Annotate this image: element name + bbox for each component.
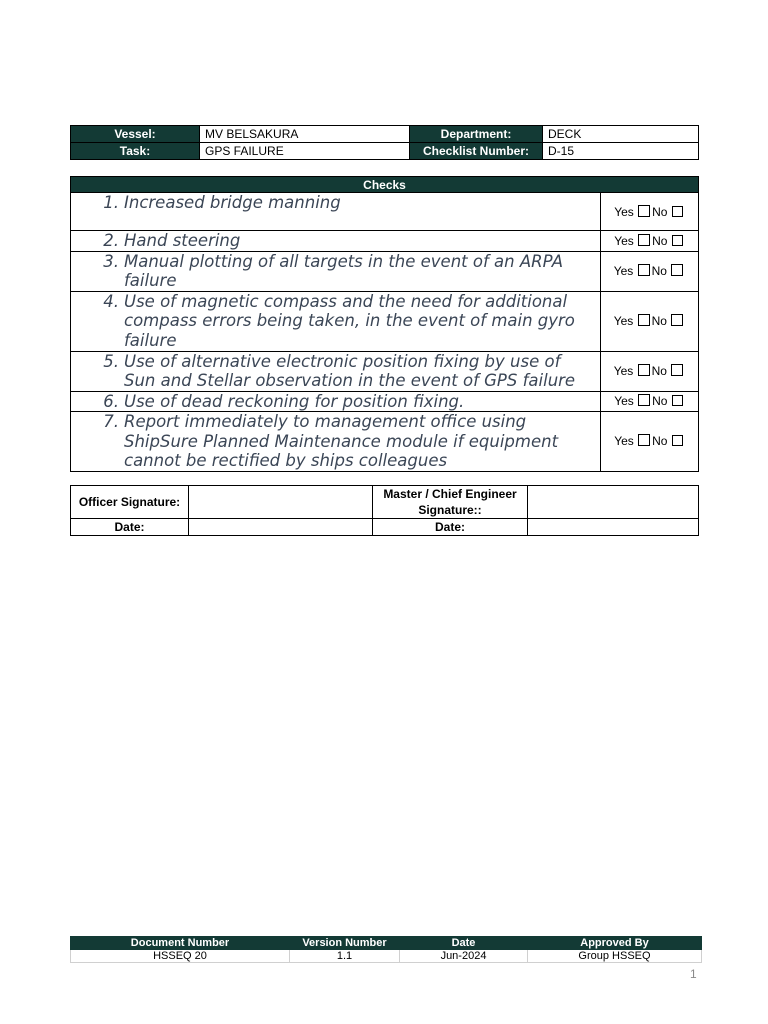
yes-label: Yes: [614, 434, 634, 449]
check-item: [71, 251, 699, 291]
check-text: Report immediately to management office using ShipSure Planned Maintenance module if equipment cannot be rectified by ships colleagues: [124, 412, 559, 470]
no-label: No: [652, 394, 668, 409]
yes-no-cell: [601, 251, 699, 291]
check-item: [71, 291, 699, 351]
check-item: [71, 351, 699, 391]
check-item: [71, 231, 699, 252]
check-text: Use of alternative electronic position fixing by use of Sun and Stellar observation in the event of GPS failure: [124, 351, 576, 390]
no-label: No: [651, 364, 667, 378]
check-text: Use of dead reckoning for position fixing.: [124, 391, 465, 411]
yes-label: Yes: [614, 233, 634, 248]
check-item: [71, 391, 699, 412]
check-text: Increased bridge manning: [124, 193, 341, 212]
yes-no-cell: [601, 412, 699, 472]
check-number: 2.: [103, 231, 119, 250]
vessel-label: Vessel:: [71, 126, 200, 143]
task-label: Task:: [71, 143, 200, 160]
no-checkbox[interactable]: [672, 395, 683, 406]
task-row: [71, 143, 699, 160]
check-item: [71, 193, 699, 231]
yes-checkbox[interactable]: [638, 205, 650, 217]
check-text: Hand steering: [124, 231, 241, 250]
approved-by-value: Group HSSEQ: [528, 950, 702, 963]
checklist-number-value: D-15: [543, 143, 699, 160]
yes-no-cell: [601, 291, 699, 351]
officer-date-field[interactable]: [189, 519, 373, 536]
no-checkbox[interactable]: [672, 206, 683, 217]
yes-label: Yes: [613, 364, 634, 378]
yes-label: Yes: [613, 314, 634, 328]
no-checkbox[interactable]: [672, 435, 683, 446]
yes-checkbox[interactable]: [638, 394, 650, 406]
version-number-header: Version Number: [290, 937, 400, 950]
no-label: No: [651, 264, 667, 278]
vessel-row: [71, 126, 699, 143]
yes-no-cell: [601, 193, 699, 231]
no-checkbox[interactable]: [671, 264, 683, 276]
document-number-header: Document Number: [71, 937, 290, 950]
department-label: Department:: [410, 126, 543, 143]
check-number: 7.: [103, 412, 119, 431]
yes-label: Yes: [614, 394, 634, 409]
checks-header: Checks: [71, 177, 699, 193]
check-text: Manual plotting of all targets in the event of an ARPA failure: [124, 251, 564, 290]
vessel-info-table: [70, 125, 699, 160]
checklist-number-label: Checklist Number:: [410, 143, 543, 160]
no-checkbox[interactable]: [671, 364, 683, 376]
date-value: Jun-2024: [400, 950, 528, 963]
check-number: 3.: [103, 251, 119, 271]
signature-table: [70, 485, 699, 536]
task-value: GPS FAILURE: [200, 143, 410, 160]
date-header: Date: [400, 937, 528, 950]
check-number: 1.: [103, 193, 119, 212]
no-label: No: [652, 434, 668, 449]
yes-checkbox[interactable]: [638, 264, 650, 276]
yes-checkbox[interactable]: [638, 364, 650, 376]
master-date-field[interactable]: [528, 519, 699, 536]
officer-signature-field[interactable]: [189, 486, 373, 519]
master-signature-label: Master / Chief Engineer Signature::: [373, 486, 528, 519]
master-date-label: Date:: [373, 519, 528, 536]
checks-table: [70, 176, 699, 472]
yes-checkbox[interactable]: [638, 234, 650, 246]
master-signature-field[interactable]: [528, 486, 699, 519]
check-number: 6.: [103, 391, 119, 411]
version-number-value: 1.1: [290, 950, 400, 963]
document-number-value: HSSEQ 20: [71, 950, 290, 963]
check-item: [71, 412, 699, 472]
no-label: No: [652, 233, 668, 248]
document-control-table: [70, 936, 702, 963]
no-checkbox[interactable]: [672, 235, 683, 246]
check-number: 5.: [103, 351, 119, 371]
department-value: DECK: [543, 126, 699, 143]
no-label: No: [651, 314, 667, 328]
officer-date-label: Date:: [71, 519, 189, 536]
yes-label: Yes: [613, 264, 634, 278]
approved-by-header: Approved By: [528, 937, 702, 950]
yes-checkbox[interactable]: [638, 434, 650, 446]
no-checkbox[interactable]: [671, 314, 683, 326]
yes-label: Yes: [614, 204, 634, 219]
vessel-value: MV BELSAKURA: [200, 126, 410, 143]
no-label: No: [652, 204, 668, 219]
yes-no-cell: [601, 231, 699, 252]
check-number: 4.: [103, 291, 119, 311]
check-text: Use of magnetic compass and the need for additional compass errors being taken, in the event of main gyro failure: [124, 291, 575, 350]
yes-no-cell: [601, 391, 699, 412]
officer-signature-label: Officer Signature:: [71, 486, 189, 519]
page-number: 1: [690, 967, 697, 981]
yes-checkbox[interactable]: [638, 314, 650, 326]
yes-no-cell: [601, 351, 699, 391]
